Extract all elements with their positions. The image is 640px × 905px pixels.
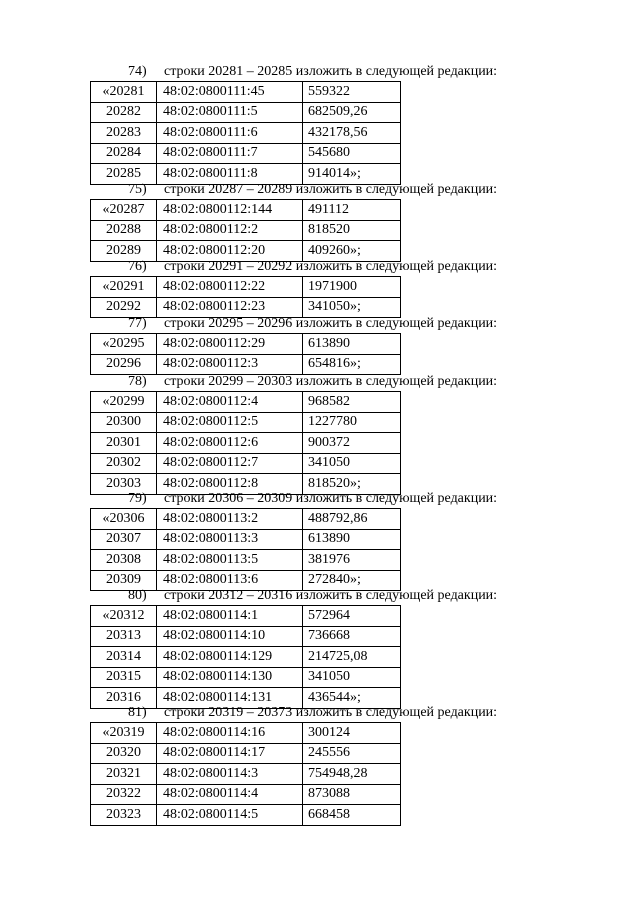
values-table bbox=[90, 508, 401, 591]
row-number: «20295 bbox=[91, 334, 157, 355]
table-row bbox=[91, 550, 401, 571]
table-row bbox=[91, 82, 401, 103]
section-number: 81) bbox=[128, 705, 147, 720]
cadastral-number: 48:02:0800114:1 bbox=[157, 606, 303, 627]
section-number: 77) bbox=[128, 316, 147, 331]
cadastral-number: 48:02:0800112:144 bbox=[157, 200, 303, 221]
section-heading bbox=[128, 705, 497, 721]
section-instruction: строки 20287 – 20289 изложить в следующей редакции: bbox=[164, 182, 498, 197]
section-number: 80) bbox=[128, 588, 147, 603]
row-number: 20308 bbox=[91, 550, 157, 571]
values-table bbox=[90, 81, 401, 185]
row-number: 20301 bbox=[91, 433, 157, 454]
cadastral-value: 341050 bbox=[303, 453, 401, 474]
cadastral-number: 48:02:0800112:23 bbox=[157, 297, 303, 318]
cadastral-number: 48:02:0800112:20 bbox=[157, 241, 303, 262]
values-table bbox=[90, 199, 401, 262]
row-number: 20315 bbox=[91, 667, 157, 688]
cadastral-number: 48:02:0800114:131 bbox=[157, 688, 303, 709]
values-table bbox=[90, 333, 401, 375]
cadastral-value: 818520»; bbox=[303, 474, 401, 495]
cadastral-number: 48:02:0800112:5 bbox=[157, 412, 303, 433]
section-number: 79) bbox=[128, 491, 147, 506]
row-number: 20283 bbox=[91, 123, 157, 144]
row-number: 20320 bbox=[91, 743, 157, 764]
section-instruction: строки 20299 – 20303 изложить в следующей редакции: bbox=[164, 374, 498, 389]
row-number: 20309 bbox=[91, 570, 157, 591]
table-row bbox=[91, 647, 401, 668]
cadastral-value: 873088 bbox=[303, 784, 401, 805]
section-instruction: строки 20319 – 20373 изложить в следующей редакции: bbox=[164, 705, 498, 720]
section-instruction: строки 20295 – 20296 изложить в следующей редакции: bbox=[164, 316, 498, 331]
section-number: 76) bbox=[128, 259, 147, 274]
row-number: 20323 bbox=[91, 805, 157, 826]
row-number: «20306 bbox=[91, 509, 157, 530]
row-number: «20291 bbox=[91, 277, 157, 298]
table-row bbox=[91, 529, 401, 550]
cadastral-value: 914014»; bbox=[303, 164, 401, 185]
cadastral-value: 1971900 bbox=[303, 277, 401, 298]
cadastral-value: 654816»; bbox=[303, 354, 401, 375]
table-row bbox=[91, 433, 401, 454]
table-row bbox=[91, 392, 401, 413]
table-row bbox=[91, 606, 401, 627]
row-number: 20316 bbox=[91, 688, 157, 709]
cadastral-value: 545680 bbox=[303, 143, 401, 164]
table-row bbox=[91, 297, 401, 318]
cadastral-number: 48:02:0800112:8 bbox=[157, 474, 303, 495]
values-table bbox=[90, 605, 401, 709]
section-number: 78) bbox=[128, 374, 147, 389]
table-row bbox=[91, 277, 401, 298]
row-number: 20307 bbox=[91, 529, 157, 550]
cadastral-number: 48:02:0800111:7 bbox=[157, 143, 303, 164]
table-row bbox=[91, 509, 401, 530]
cadastral-number: 48:02:0800112:2 bbox=[157, 220, 303, 241]
row-number: 20314 bbox=[91, 647, 157, 668]
cadastral-number: 48:02:0800112:7 bbox=[157, 453, 303, 474]
table-row bbox=[91, 626, 401, 647]
cadastral-number: 48:02:0800114:16 bbox=[157, 723, 303, 744]
cadastral-value: 381976 bbox=[303, 550, 401, 571]
cadastral-value: 436544»; bbox=[303, 688, 401, 709]
section-number: 74) bbox=[128, 64, 147, 79]
section-heading bbox=[128, 316, 497, 332]
cadastral-value: 559322 bbox=[303, 82, 401, 103]
table-row bbox=[91, 123, 401, 144]
cadastral-number: 48:02:0800114:5 bbox=[157, 805, 303, 826]
row-number: 20288 bbox=[91, 220, 157, 241]
values-table bbox=[90, 722, 401, 826]
cadastral-number: 48:02:0800111:45 bbox=[157, 82, 303, 103]
cadastral-value: 968582 bbox=[303, 392, 401, 413]
cadastral-value: 214725,08 bbox=[303, 647, 401, 668]
cadastral-number: 48:02:0800111:5 bbox=[157, 102, 303, 123]
row-number: 20296 bbox=[91, 354, 157, 375]
cadastral-value: 613890 bbox=[303, 334, 401, 355]
cadastral-number: 48:02:0800114:17 bbox=[157, 743, 303, 764]
section-instruction: строки 20291 – 20292 изложить в следующей редакции: bbox=[164, 259, 498, 274]
table-row bbox=[91, 334, 401, 355]
section-heading bbox=[128, 259, 497, 275]
row-number: «20319 bbox=[91, 723, 157, 744]
cadastral-number: 48:02:0800114:4 bbox=[157, 784, 303, 805]
cadastral-value: 736668 bbox=[303, 626, 401, 647]
cadastral-number: 48:02:0800113:5 bbox=[157, 550, 303, 571]
row-number: 20300 bbox=[91, 412, 157, 433]
cadastral-value: 900372 bbox=[303, 433, 401, 454]
row-number: «20281 bbox=[91, 82, 157, 103]
cadastral-value: 272840»; bbox=[303, 570, 401, 591]
table-row bbox=[91, 143, 401, 164]
cadastral-number: 48:02:0800112:4 bbox=[157, 392, 303, 413]
cadastral-value: 1227780 bbox=[303, 412, 401, 433]
cadastral-value: 409260»; bbox=[303, 241, 401, 262]
cadastral-number: 48:02:0800112:6 bbox=[157, 433, 303, 454]
section-instruction: строки 20306 – 20309 изложить в следующей редакции: bbox=[164, 491, 498, 506]
row-number: «20312 bbox=[91, 606, 157, 627]
cadastral-number: 48:02:0800112:3 bbox=[157, 354, 303, 375]
row-number: 20321 bbox=[91, 764, 157, 785]
row-number: 20303 bbox=[91, 474, 157, 495]
cadastral-value: 668458 bbox=[303, 805, 401, 826]
cadastral-value: 754948,28 bbox=[303, 764, 401, 785]
cadastral-number: 48:02:0800111:6 bbox=[157, 123, 303, 144]
row-number: «20299 bbox=[91, 392, 157, 413]
section-heading bbox=[128, 374, 497, 390]
cadastral-number: 48:02:0800114:3 bbox=[157, 764, 303, 785]
cadastral-value: 341050 bbox=[303, 667, 401, 688]
cadastral-value: 613890 bbox=[303, 529, 401, 550]
row-number: 20284 bbox=[91, 143, 157, 164]
cadastral-value: 818520 bbox=[303, 220, 401, 241]
values-table bbox=[90, 391, 401, 495]
cadastral-value: 432178,56 bbox=[303, 123, 401, 144]
cadastral-number: 48:02:0800113:3 bbox=[157, 529, 303, 550]
cadastral-value: 491112 bbox=[303, 200, 401, 221]
table-row bbox=[91, 667, 401, 688]
section-heading bbox=[128, 182, 497, 198]
table-row bbox=[91, 453, 401, 474]
table-row bbox=[91, 412, 401, 433]
table-row bbox=[91, 764, 401, 785]
row-number: 20285 bbox=[91, 164, 157, 185]
section-number: 75) bbox=[128, 182, 147, 197]
table-row bbox=[91, 354, 401, 375]
table-row bbox=[91, 220, 401, 241]
row-number: 20289 bbox=[91, 241, 157, 262]
table-row bbox=[91, 102, 401, 123]
row-number: «20287 bbox=[91, 200, 157, 221]
section-instruction: строки 20312 – 20316 изложить в следующей редакции: bbox=[164, 588, 498, 603]
cadastral-value: 572964 bbox=[303, 606, 401, 627]
table-row bbox=[91, 805, 401, 826]
section-instruction: строки 20281 – 20285 изложить в следующей редакции: bbox=[164, 64, 498, 79]
cadastral-number: 48:02:0800114:129 bbox=[157, 647, 303, 668]
cadastral-value: 488792,86 bbox=[303, 509, 401, 530]
table-row bbox=[91, 241, 401, 262]
section-heading bbox=[128, 491, 497, 507]
cadastral-value: 245556 bbox=[303, 743, 401, 764]
cadastral-number: 48:02:0800114:10 bbox=[157, 626, 303, 647]
cadastral-number: 48:02:0800113:6 bbox=[157, 570, 303, 591]
row-number: 20292 bbox=[91, 297, 157, 318]
cadastral-value: 682509,26 bbox=[303, 102, 401, 123]
cadastral-number: 48:02:0800111:8 bbox=[157, 164, 303, 185]
cadastral-number: 48:02:0800113:2 bbox=[157, 509, 303, 530]
section-heading bbox=[128, 588, 497, 604]
table-row bbox=[91, 784, 401, 805]
row-number: 20322 bbox=[91, 784, 157, 805]
section-heading bbox=[128, 64, 497, 80]
cadastral-number: 48:02:0800112:22 bbox=[157, 277, 303, 298]
cadastral-number: 48:02:0800114:130 bbox=[157, 667, 303, 688]
table-row bbox=[91, 723, 401, 744]
table-row bbox=[91, 200, 401, 221]
table-row bbox=[91, 743, 401, 764]
row-number: 20282 bbox=[91, 102, 157, 123]
cadastral-number: 48:02:0800112:29 bbox=[157, 334, 303, 355]
cadastral-value: 300124 bbox=[303, 723, 401, 744]
row-number: 20313 bbox=[91, 626, 157, 647]
row-number: 20302 bbox=[91, 453, 157, 474]
values-table bbox=[90, 276, 401, 318]
cadastral-value: 341050»; bbox=[303, 297, 401, 318]
table-row bbox=[91, 164, 401, 185]
